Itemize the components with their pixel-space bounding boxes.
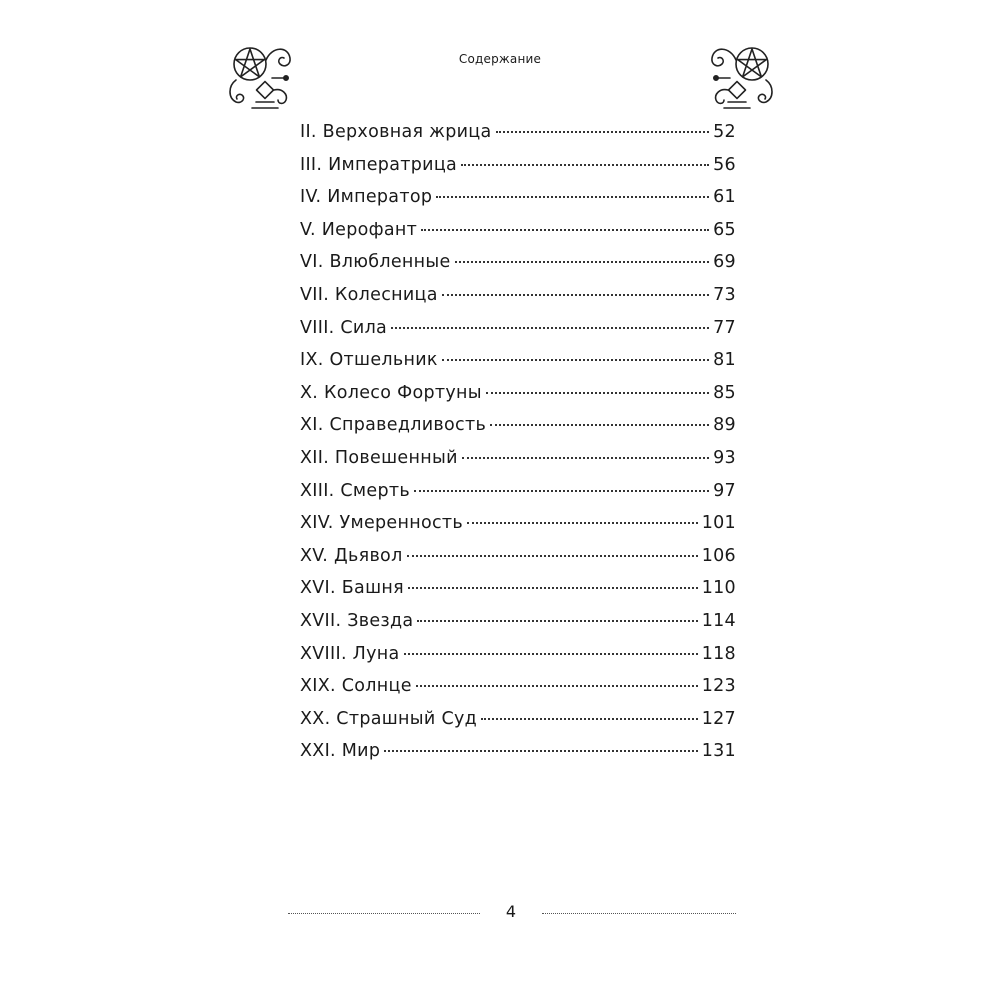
toc-entry [300,220,736,253]
toc-entry-page: 127 [701,708,736,729]
toc-entry [300,448,736,481]
toc-entry-title: XVII. Звезда [300,610,414,631]
toc-entry [300,578,736,611]
table-of-contents [300,122,736,774]
toc-entry-title: III. Императрица [300,154,458,175]
dot-leader [436,196,709,198]
dot-leader [391,327,709,329]
pentacle-ornament-icon [222,38,304,120]
toc-entry-title: X. Колесо Фортуны [300,382,482,403]
dot-leader [407,555,698,557]
toc-entry-page: 114 [701,610,736,631]
toc-entry [300,318,736,351]
dot-leader [461,164,709,166]
toc-entry-page: 69 [713,252,736,273]
toc-entry-page: 65 [713,219,736,240]
dot-leader [421,229,709,231]
toc-entry [300,513,736,546]
toc-entry [300,644,736,677]
toc-entry-title: V. Иерофант [300,219,418,240]
toc-entry-page: 61 [713,187,736,208]
dot-leader [442,359,709,361]
toc-entry-page: 101 [701,513,736,534]
dot-leader [486,392,709,394]
toc-entry-page: 77 [713,317,736,338]
toc-entry-page: 110 [701,578,736,599]
pentacle-ornament-icon [698,38,780,120]
dot-leader [462,457,709,459]
toc-entry-page: 81 [713,350,736,371]
toc-entry-title: XVIII. Луна [300,643,400,664]
dot-leader [490,424,709,426]
toc-entry-title: XVI. Башня [300,578,404,599]
toc-entry-page: 52 [713,122,736,142]
toc-entry-page: 106 [701,545,736,566]
toc-entry [300,285,736,318]
toc-entry-title: XII. Повешенный [300,447,458,468]
page-footer [288,902,736,926]
toc-entry [300,481,736,514]
page-number: 4 [505,902,517,921]
dot-leader [404,653,698,655]
toc-entry [300,741,736,774]
toc-entry-page: 93 [713,447,736,468]
footer-dotted-rule [542,913,736,914]
toc-entry [300,252,736,285]
toc-entry [300,676,736,709]
toc-entry-title: IX. Отшельник [300,350,438,371]
toc-entry-title: XI. Справедливость [300,415,487,436]
toc-entry [300,415,736,448]
page-title: Содержание [458,52,542,66]
toc-entry-title: XIX. Солнце [300,676,412,697]
toc-entry-page: 89 [713,415,736,436]
toc-entry [300,350,736,383]
toc-entry-title: XIII. Смерть [300,480,411,501]
dot-leader [408,587,698,589]
toc-entry-title: II. Верховная жрица [300,122,492,142]
toc-entry [300,546,736,579]
toc-entry-page: 123 [701,676,736,697]
toc-entry [300,187,736,220]
toc-entry-title: VI. Влюбленные [300,252,451,273]
dot-leader [496,131,710,133]
toc-entry [300,611,736,644]
toc-entry-title: VII. Колесница [300,284,438,305]
toc-entry-title: XV. Дьявол [300,545,403,566]
toc-entry-page: 73 [713,284,736,305]
toc-entry-title: VIII. Сила [300,317,388,338]
toc-entry [300,383,736,416]
toc-entry [300,122,736,155]
dot-leader [455,261,710,263]
dot-leader [442,294,709,296]
dot-leader [417,620,697,622]
toc-entry-page: 131 [701,741,736,762]
toc-entry-title: XIV. Умеренность [300,513,464,534]
toc-entry-title: IV. Император [300,187,433,208]
toc-entry [300,155,736,188]
dot-leader [384,750,697,752]
toc-entry-page: 118 [701,643,736,664]
toc-entry-title: XXI. Мир [300,741,381,762]
footer-dotted-rule [288,913,480,914]
dot-leader [414,490,709,492]
dot-leader [416,685,698,687]
toc-entry [300,709,736,742]
toc-entry-title: XX. Страшный Суд [300,708,478,729]
dot-leader [481,718,698,720]
toc-entry-page: 97 [713,480,736,501]
toc-entry-page: 85 [713,382,736,403]
dot-leader [467,522,698,524]
toc-entry-page: 56 [713,154,736,175]
